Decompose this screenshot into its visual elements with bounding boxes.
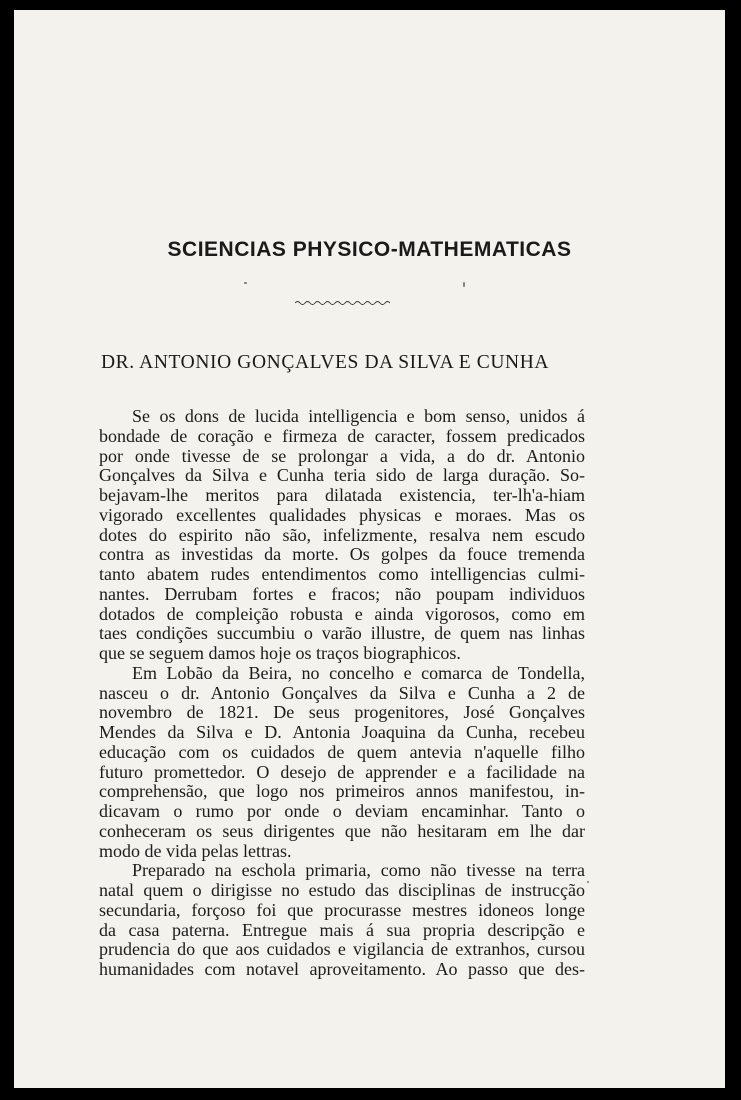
section-title: SCIENCIAS PHYSICO-MATHEMATICAS xyxy=(167,238,572,261)
text-line: por onde tivesse de se prolongar a vida, a do dr. Antonio xyxy=(99,445,585,466)
text-line: da casa paterna. Entregue mais á sua propria descripção e xyxy=(99,919,585,940)
book-page xyxy=(14,10,725,1088)
paragraph-3 xyxy=(99,861,585,980)
text-line: Em Lobão da Beira, no concelho e comarca de Tondella, xyxy=(132,662,585,683)
body-text xyxy=(99,407,585,980)
paper-speck xyxy=(587,881,589,883)
text-line: bondade de coração e firmeza de caracter, fossem predicados xyxy=(99,425,585,446)
text-line: dotados de compleição robusta e ainda vigorosos, como em xyxy=(99,603,585,624)
text-line: Gonçalves da Silva e Cunha teria sido de larga duração. So- xyxy=(99,465,585,486)
text-line: secundaria, forçoso foi que procurasse mestres idoneos longe xyxy=(99,899,585,920)
text-line: dotes do espirito não são, infelizmente, resalva nem escudo xyxy=(99,524,585,545)
text-line: conheceram os seus dirigentes que não hesitaram em lhe dar xyxy=(99,820,585,841)
text-line: contra as investidas da morte. Os golpes da fouce tremenda xyxy=(99,544,585,565)
text-line: comprehensão, que logo nos primeiros annos manifestou, in- xyxy=(99,781,585,802)
text-line: vigorado excellentes qualidades physicas e moraes. Mas os xyxy=(99,504,585,525)
text-line: nantes. Derrubam fortes e fracos; não poupam individuos xyxy=(99,583,585,604)
paragraph-2 xyxy=(99,664,585,862)
text-line: Mendes da Silva e D. Antonia Joaquina da Cunha, recebeu xyxy=(99,722,585,742)
text-line: futuro promettedor. O desejo de apprender e a facilidade na xyxy=(99,761,585,782)
text-line: que se seguem damos hoje os traços biographicos. xyxy=(99,643,461,663)
text-line: taes condições succumbiu o varão illustre, de quem nas linhas xyxy=(99,623,585,644)
decorative-rule xyxy=(295,299,390,307)
text-line: natal quem o dirigisse no estudo das disciplinas de instrucção xyxy=(99,880,585,900)
article-title: DR. ANTONIO GONÇALVES DA SILVA E CUNHA xyxy=(101,352,550,373)
text-line: prudencia do que aos cuidados e vigilancia de extranhos, cursou xyxy=(99,939,585,960)
text-line: dicavam o rumo por onde o deviam encaminhar. Tanto o xyxy=(99,801,585,821)
text-line: Se os dons de lucida intelligencia e bom senso, unidos á xyxy=(132,406,585,426)
paper-speck xyxy=(244,282,247,284)
text-line: modo de vida pelas lettras. xyxy=(99,840,292,861)
text-line: educação com os cuidados de quem antevia n'aquelle filho xyxy=(99,741,585,762)
text-line: novembro de 1821. De seus progenitores, José Gonçalves xyxy=(99,702,585,723)
text-line: humanidades com notavel aproveitamento. Ao passo que des- xyxy=(99,959,585,979)
paragraph-1 xyxy=(99,407,585,664)
paper-speck xyxy=(463,282,465,287)
text-line: tanto abatem rudes entendimentos como intelligencias culmi- xyxy=(99,564,585,584)
text-line: nasceu o dr. Antonio Gonçalves da Silva e Cunha a 2 de xyxy=(99,682,585,703)
text-line: bejavam-lhe meritos para dilatada existencia, ter-lh'a-hiam xyxy=(99,485,585,505)
text-line: Preparado na eschola primaria, como não tivesse na terra xyxy=(132,860,585,881)
